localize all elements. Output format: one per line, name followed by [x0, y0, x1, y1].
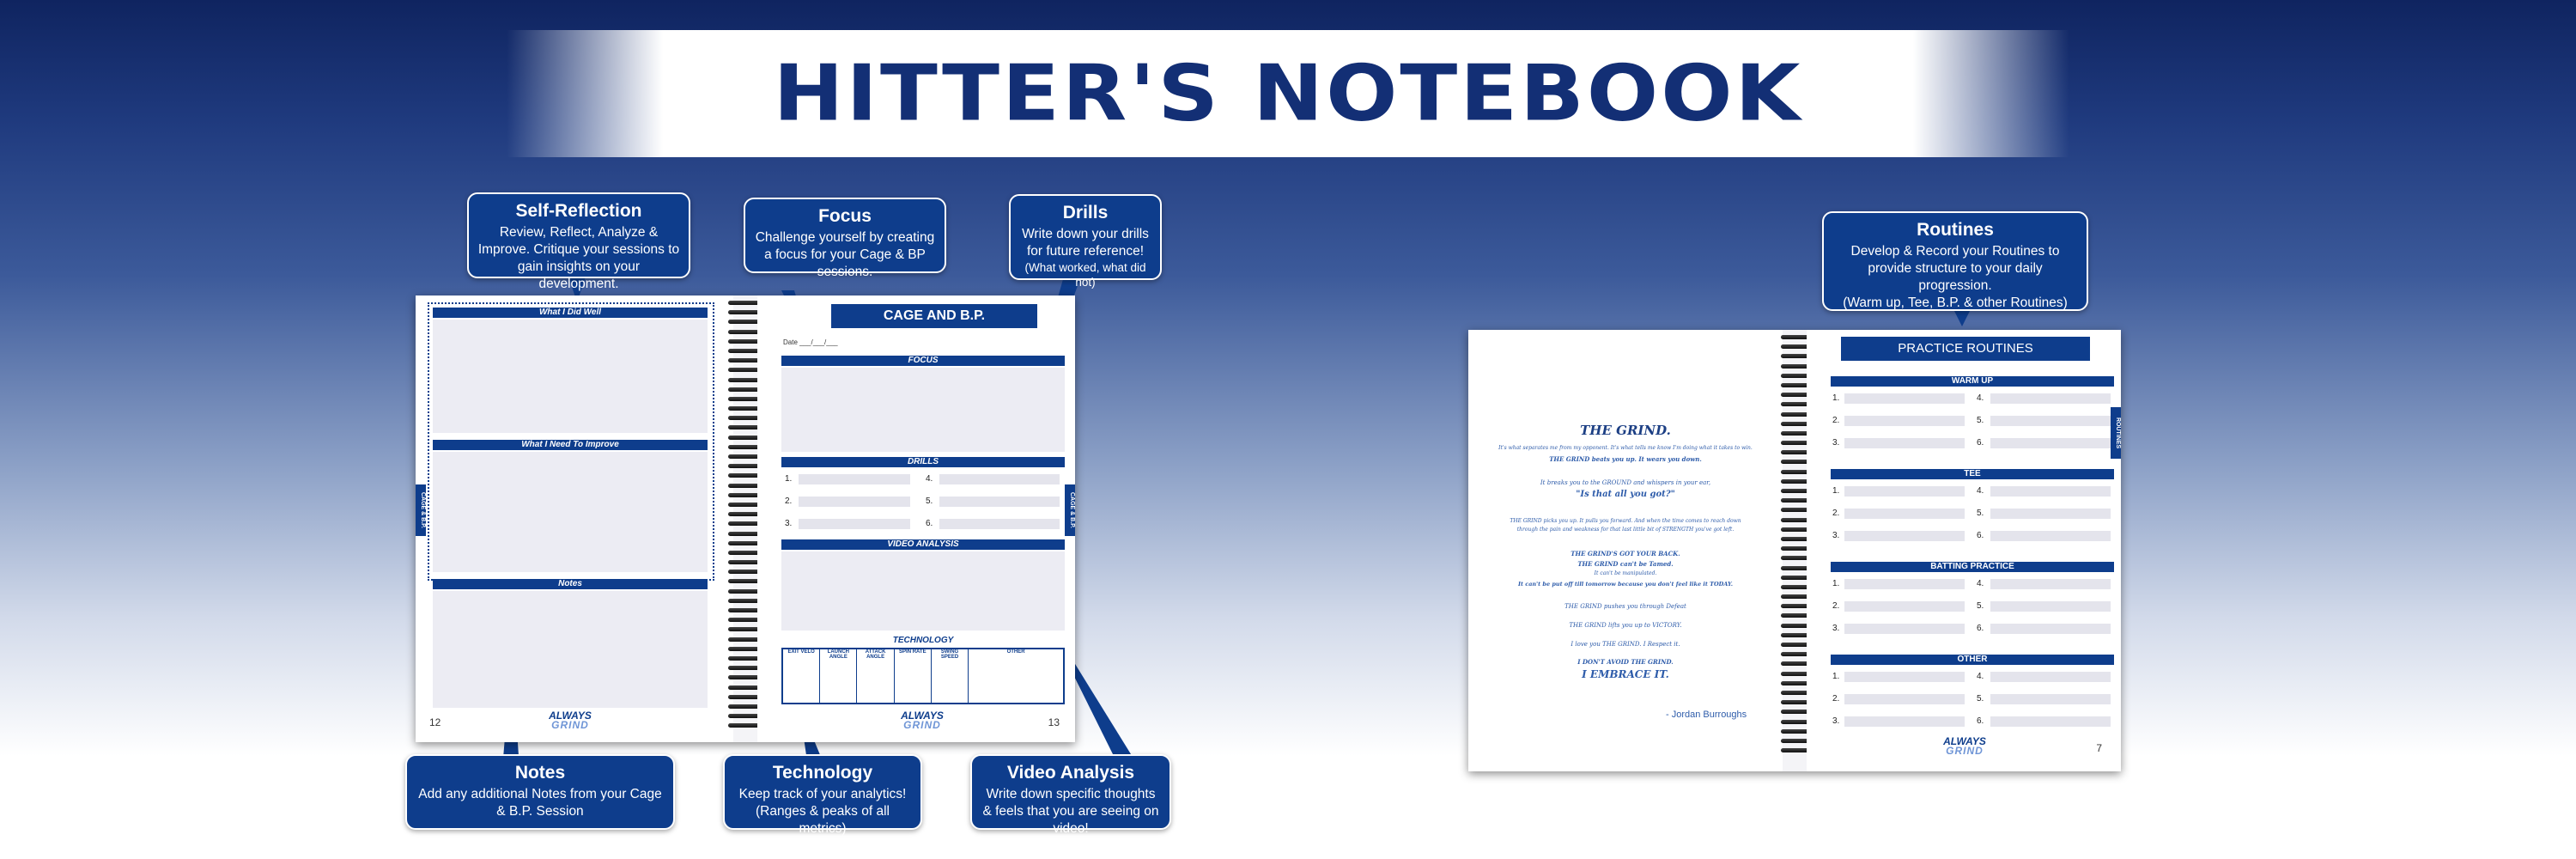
notebook-page-12 — [416, 295, 733, 742]
notes-box — [433, 591, 708, 708]
page-number: 13 — [1048, 716, 1060, 728]
tech-column: SPIN RATE — [895, 649, 932, 703]
section-header: TEE — [1831, 469, 2114, 479]
always-grind-logo: ALWAYS GRIND — [901, 710, 944, 731]
notebook-page-13 — [757, 295, 1075, 742]
drill-line — [799, 497, 910, 507]
side-tab: CAGE & B.P. — [1065, 484, 1075, 536]
quote-line: "Is that all you got?" — [1576, 490, 1675, 499]
drill-line — [799, 519, 910, 529]
tech-column: ATTACK ANGLE — [857, 649, 894, 703]
callout-body: Develop & Record your Routines to provide structure to your daily progression. — [1850, 244, 2060, 293]
callout-title: Video Analysis — [1006, 763, 1135, 783]
page-number: 7 — [2096, 742, 2102, 754]
callout-notes — [405, 754, 675, 830]
quote-line: THE GRIND'S GOT YOUR BACK. — [1571, 550, 1680, 557]
drill-line — [799, 474, 910, 484]
routine-section-tee: TEE 1. 4. 2. 5. 3. 6. — [1831, 469, 2114, 558]
callout-focus — [744, 198, 946, 279]
section-header: BATTING PRACTICE — [1831, 562, 2114, 572]
cage-notebook — [416, 295, 1075, 742]
quote-line: THE GRIND picks you up. It pulls you forward. And when the time comes to reach down through the pain and weakness for that last little bit of STRENGTH you've got left. — [1510, 518, 1741, 533]
drill-number: 3. — [785, 519, 793, 528]
section-header: WARM UP — [1831, 376, 2114, 387]
callout-title: Routines — [1917, 220, 1994, 240]
callout-routines — [1822, 211, 2088, 311]
practice-routines-page — [1807, 330, 2121, 771]
side-tab: ROUTINES — [2111, 407, 2121, 459]
tech-column: OTHER — [1006, 649, 1025, 655]
drills-header: DRILLS — [781, 457, 1065, 467]
side-tab: CAGE & B.P. — [416, 484, 426, 536]
what-i-need-to-improve-header: What I Need To Improve — [433, 440, 708, 450]
callout-body: Write down your drills for future reference! — [1022, 227, 1149, 259]
always-grind-logo: ALWAYS GRIND — [1943, 735, 1986, 757]
cage-bp-header: CAGE AND B.P. — [831, 304, 1037, 328]
callout-technology — [723, 754, 922, 836]
drill-number: 1. — [785, 474, 793, 484]
callout-body: Challenge yourself by creating a focus for your Cage & BP sessions. — [755, 230, 935, 279]
always-grind-logo: ALWAYS GRIND — [549, 710, 592, 731]
quote-line: THE GRIND beats you up. It wears you down. — [1549, 455, 1702, 463]
tech-column: SWING SPEED — [932, 649, 969, 703]
callout-title: Focus — [818, 206, 872, 226]
notes-header: Notes — [433, 579, 708, 589]
callout-self-reflection — [467, 192, 690, 291]
drill-line — [939, 474, 1060, 484]
quote-line: I EMBRACE IT. — [1582, 668, 1669, 680]
what-i-did-well-box — [433, 320, 708, 433]
drill-number: 2. — [785, 497, 793, 506]
date-field: Date ___/___/___ — [783, 338, 838, 346]
drill-line — [939, 519, 1060, 529]
callout-video-analysis — [970, 754, 1171, 836]
callout-body: Write down specific thoughts & feels that you are seeing on video! — [982, 787, 1159, 836]
what-i-did-well-header: What I Did Well — [433, 308, 708, 318]
quote-line: THE GRIND pushes you through Defeat — [1564, 603, 1686, 610]
video-analysis-box — [781, 551, 1065, 631]
tech-column: EXIT VELO — [783, 649, 820, 703]
drill-number: 4. — [926, 474, 933, 484]
routines-notebook — [1468, 330, 2121, 771]
routine-section-warm-up: WARM UP 1. 4. 2. 5. 3. 6. — [1831, 376, 2114, 466]
callout-title: Self-Reflection — [515, 201, 642, 221]
quote-line: I DON'T AVOID THE GRIND. — [1577, 658, 1674, 666]
quote-line: THE GRIND lifts you up to VICTORY. — [1569, 622, 1682, 629]
callout-drills — [1009, 194, 1162, 289]
callout-body: Keep track of your analytics! (Ranges & peaks of all metrics) — [738, 787, 907, 836]
callout-body: Add any additional Notes from your Cage & B.P. Session — [418, 787, 662, 819]
callout-note: (What worked, what did not) — [1024, 261, 1146, 289]
quote-title: THE GRIND. — [1580, 423, 1671, 438]
drill-line — [939, 497, 1060, 507]
spiral-binding — [728, 301, 759, 733]
quote-line: It can't be put off till tomorrow because you don't feel like it TODAY. — [1517, 581, 1734, 588]
callout-title: Drills — [1062, 203, 1109, 222]
quote-attribution: - Jordan Burroughs — [1666, 710, 1747, 720]
tech-column: LAUNCH ANGLE — [820, 649, 857, 703]
quote-line: I love you THE GRIND. I Respect it. — [1571, 641, 1680, 648]
drill-number: 6. — [926, 519, 933, 528]
drill-number: 5. — [926, 497, 933, 506]
video-analysis-header: VIDEO ANALYSIS — [781, 539, 1065, 550]
quote-line: It's what separates me from my opponent. It's what tells me know I'm doing what it takes to win. — [1498, 445, 1753, 451]
routine-section-other: OTHER 1. 4. 2. 5. 3. 6. — [1831, 655, 2114, 744]
focus-header: FOCUS — [781, 356, 1065, 366]
banner-title: HITTER'S NOTEBOOK — [773, 48, 1803, 139]
practice-routines-header: PRACTICE ROUTINES — [1841, 337, 2090, 361]
what-i-need-to-improve-box — [433, 452, 708, 572]
quote-line: It breaks you to the GROUND and whispers in your ear, — [1540, 479, 1711, 486]
callout-body: Review, Reflect, Analyze & Improve. Critique your sessions to gain insights on your development. — [477, 225, 680, 291]
section-header: OTHER — [1831, 655, 2114, 665]
page-number: 12 — [429, 716, 441, 728]
callout-title: Notes — [514, 763, 566, 783]
technology-header: TECHNOLOGY — [892, 636, 954, 645]
notebook-quote-page — [1468, 330, 1783, 771]
quote-line: It can't be manipulated. — [1594, 570, 1657, 576]
callout-note: (Warm up, Tee, B.P. & other Routines) — [1843, 295, 2068, 310]
routine-section-batting-practice: BATTING PRACTICE 1. 4. 2. 5. 3. 6. — [1831, 562, 2114, 651]
quote-line: THE GRIND can't be Tamed. — [1577, 560, 1674, 568]
callout-title: Technology — [772, 763, 873, 783]
technology-table — [781, 648, 1065, 704]
focus-box — [781, 368, 1065, 452]
